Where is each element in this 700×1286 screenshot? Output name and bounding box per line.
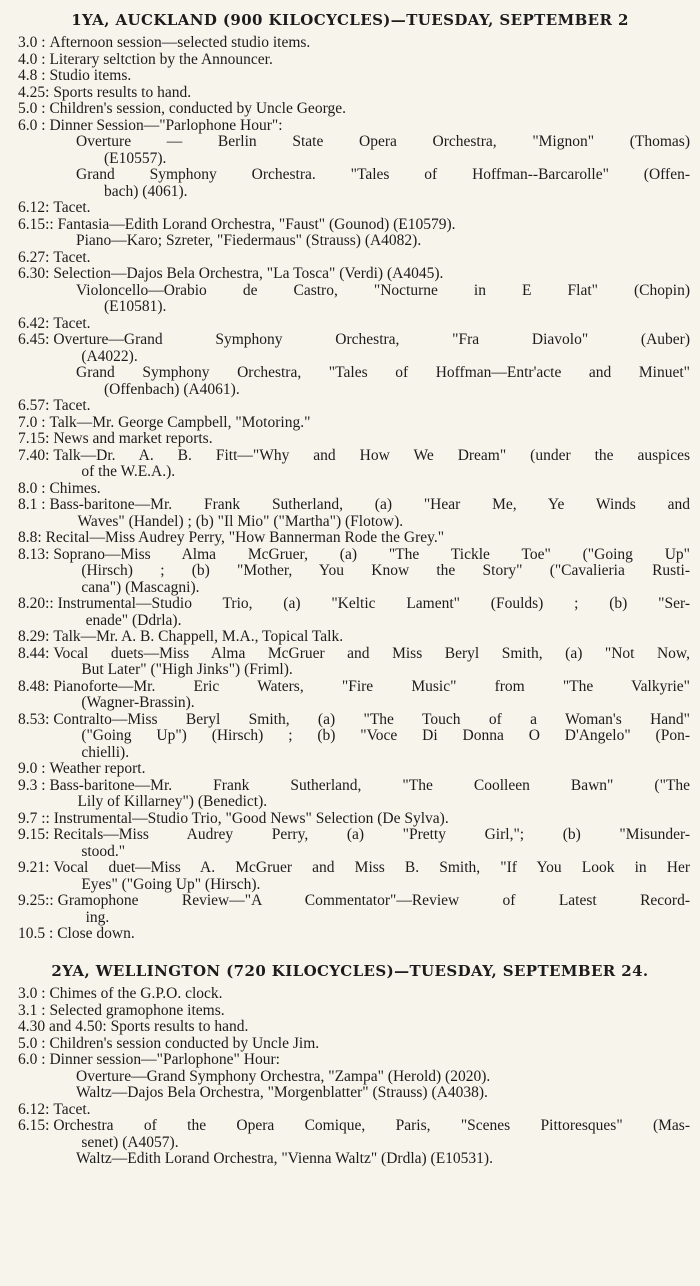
entry-text-line: Recitals—Miss Audrey Perry, (a) "Pretty Girl,"; (b) "Misunder- — [53, 826, 690, 844]
entry-description — [49, 497, 690, 530]
entry-time: 6.45: — [18, 331, 54, 349]
entry-time: 7.15: — [18, 430, 54, 448]
entry-description — [53, 827, 690, 860]
entry-description — [57, 926, 690, 943]
schedule-entry — [10, 646, 690, 679]
entry-time: 8.1 : — [18, 496, 50, 514]
entry-description — [49, 1003, 690, 1020]
entry-description — [53, 316, 690, 333]
entry-description — [76, 283, 690, 316]
entry-description — [49, 68, 690, 85]
entry-description — [76, 365, 690, 398]
schedule-entry — [10, 52, 690, 69]
entry-text-line: Tacet. — [53, 1100, 91, 1118]
schedule-entry — [10, 1052, 690, 1069]
schedule-entry — [10, 233, 690, 250]
entry-time: 9.25:: — [18, 892, 58, 910]
entry-text-line: Grand Symphony Orchestra. "Tales of Hoffman--Barcarolle" (Offen- — [76, 166, 690, 184]
entry-text-line: Dinner Session—"Parlophone Hour": — [49, 116, 283, 134]
entry-time: 5.0 : — [18, 1034, 50, 1052]
entry-text-line: Waltz—Dajos Bela Orchestra, "Morgenblatter" (Strauss) (A4038). — [76, 1084, 488, 1101]
entry-description — [49, 1052, 690, 1069]
entry-time: 6.27: — [18, 248, 54, 266]
entry-description — [53, 431, 690, 448]
entry-time: 6.15: — [18, 1117, 54, 1134]
entry-time: 8.0 : — [18, 479, 50, 497]
entry-time: 4.8 : — [18, 67, 50, 85]
entry-description — [54, 811, 690, 828]
schedule-entry — [10, 266, 690, 283]
entry-description — [53, 200, 690, 217]
schedule-entry — [10, 118, 690, 135]
entry-time: 6.0 : — [18, 1051, 50, 1068]
entry-text-line: Afternoon session—selected studio items. — [49, 34, 311, 52]
schedule-entry — [10, 1019, 690, 1036]
entry-description — [76, 134, 690, 167]
entry-description — [53, 1102, 690, 1119]
entry-time: 4.30 and 4.50: — [18, 1018, 111, 1035]
schedule-entry — [10, 827, 690, 860]
entry-text-line: ing. — [85, 908, 110, 926]
schedule-entry — [10, 530, 690, 547]
entry-description — [53, 85, 690, 102]
entry-time: 6.12: — [18, 1100, 54, 1118]
entry-text-line: Selection—Dajos Bela Orchestra, "La Tosca" (Verdi) (A4045). — [53, 265, 444, 283]
entry-description — [76, 233, 690, 250]
entry-text-line: Studio items. — [49, 67, 132, 85]
entry-time: 8.53: — [18, 710, 54, 728]
entry-description — [49, 52, 690, 69]
entry-text-line: (Wagner-Brassin). — [81, 694, 195, 712]
entry-description — [53, 448, 690, 481]
schedule-entry — [10, 1036, 690, 1053]
entry-text-line: Instrumental—Studio Trio, "Good News" Selection (De Sylva). — [53, 809, 449, 827]
entry-text-line: senet) (A4057). — [81, 1133, 179, 1151]
entry-description — [76, 1085, 690, 1102]
entry-text-line: Vocal duet—Miss A. McGruer and Miss B. Smith, "If You Look in Her — [53, 859, 690, 877]
entry-description — [49, 1036, 690, 1053]
schedule-entry — [10, 1003, 690, 1020]
schedule-entry — [10, 547, 690, 597]
entry-text-line: bach) (4061). — [104, 182, 188, 200]
entry-time: 9.7 :: — [18, 809, 54, 827]
entry-description — [76, 1151, 690, 1168]
schedule-entry — [10, 134, 690, 167]
schedule-entry — [10, 778, 690, 811]
entry-text-line: Pianoforte—Mr. Eric Waters, "Fire Music" from "The Valkyrie" — [53, 677, 690, 695]
entry-description — [76, 1069, 690, 1086]
schedule-entry — [10, 283, 690, 316]
schedule-entry — [10, 1118, 690, 1151]
schedule-entry — [10, 431, 690, 448]
entry-text-line: ("Going Up") (Hirsch) ; (b) "Voce Di Donna O D'Angelo" (Pon- — [81, 727, 690, 745]
schedule-entry — [10, 167, 690, 200]
entry-description — [49, 415, 690, 432]
entry-text-line: (E10581). — [104, 298, 167, 316]
schedule-entry — [10, 85, 690, 102]
entry-text-line: Tacet. — [53, 314, 91, 332]
schedule-entry — [10, 250, 690, 267]
entry-time: 6.12: — [18, 199, 54, 217]
entry-description — [53, 250, 690, 267]
entry-text-line: Children's session, conducted by Uncle George. — [49, 100, 346, 118]
entry-text-line: (A4022). — [81, 347, 138, 365]
entry-text-line: Dinner session—"Parlophone" Hour: — [49, 1051, 280, 1068]
entry-text-line: Waltz—Edith Lorand Orchestra, "Vienna Waltz" (Drdla) (E10531). — [76, 1150, 493, 1167]
entry-description — [53, 679, 690, 712]
schedule-entry — [10, 926, 690, 943]
schedule-entry — [10, 415, 690, 432]
schedule-entry — [10, 365, 690, 398]
entry-description — [53, 398, 690, 415]
entry-time: 8.48: — [18, 677, 54, 695]
entry-text-line: of the W.E.A.). — [81, 463, 176, 481]
entry-description — [49, 101, 690, 118]
entry-text-line: Tacet. — [53, 199, 91, 217]
entry-text-line: Instrumental—Studio Trio, (a) "Keltic Lament" (Foulds) ; (b) "Ser- — [57, 595, 690, 613]
entry-time: 8.44: — [18, 644, 54, 662]
entry-text-line: Tacet. — [53, 397, 91, 415]
entry-text-line: enade" (Ddrla). — [85, 611, 182, 629]
entry-time: 9.15: — [18, 826, 54, 844]
entry-description — [49, 481, 690, 498]
entry-description — [53, 646, 690, 679]
entry-description — [53, 712, 690, 762]
section-heading-1ya: 1YA, AUCKLAND (900 KILOCYCLES)—TUESDAY, SEPTEMBER 2 — [71, 11, 629, 29]
entry-time: 3.0 : — [18, 34, 50, 52]
entry-time: 7.0 : — [18, 413, 50, 431]
entry-description — [49, 35, 690, 52]
entry-text-line: Chimes. — [49, 479, 101, 497]
schedule-entry — [10, 101, 690, 118]
schedule-entry — [10, 1102, 690, 1119]
entry-description — [53, 332, 690, 365]
entry-time: 8.20:: — [18, 595, 58, 613]
entry-description — [76, 167, 690, 200]
schedule-entry — [10, 398, 690, 415]
schedule-entry — [10, 448, 690, 481]
entry-description — [53, 547, 690, 597]
entry-text-line: Violoncello—Orabio de Castro, "Nocturne in E Flat" (Chopin) — [76, 281, 690, 299]
entry-text-line: Contralto—Miss Beryl Smith, (a) "The Touch of a Woman's Hand" — [53, 710, 690, 728]
schedule-entry — [10, 200, 690, 217]
schedule-entry — [10, 679, 690, 712]
entry-text-line: Overture—Grand Symphony Orchestra, "Fra Diavolo" (Auber) — [53, 331, 690, 349]
schedule-entry — [10, 860, 690, 893]
entry-text-line: News and market reports. — [53, 430, 213, 448]
schedule-entry — [10, 1085, 690, 1102]
schedule-list-1ya — [10, 35, 690, 943]
entry-text-line: Talk—Dr. A. B. Fitt—"Why and How We Dream" (under the auspices — [53, 446, 690, 464]
entry-description — [111, 1019, 690, 1036]
schedule-entry — [10, 1069, 690, 1086]
entry-time: 6.0 : — [18, 116, 50, 134]
schedule-entry — [10, 497, 690, 530]
entry-time: 6.42: — [18, 314, 54, 332]
entry-text-line: Bass-baritone—Mr. Frank Sutherland, (a) "Hear Me, Ye Winds and — [49, 496, 690, 514]
entry-description — [49, 986, 690, 1003]
schedule-entry — [10, 1151, 690, 1168]
entry-text-line: Literary seltction by the Announcer. — [49, 50, 273, 68]
entry-text-line: Soprano—Miss Alma McGruer, (a) "The Tickle Toe" ("Going Up" — [53, 545, 690, 563]
entry-description — [53, 1118, 690, 1151]
entry-text-line: Sports results to hand. — [110, 1018, 249, 1035]
entry-time: 8.29: — [18, 628, 54, 646]
entry-text-line: Talk—Mr. George Campbell, "Motoring." — [49, 413, 311, 431]
entry-text-line: Bass-baritone—Mr. Frank Sutherland, "The Coolleen Bawn" ("The — [49, 776, 690, 794]
entry-text-line: Orchestra of the Opera Comique, Paris, "Scenes Pittoresques" (Mas- — [53, 1117, 690, 1134]
schedule-list-2ya — [10, 986, 690, 1168]
entry-time: 4.25: — [18, 83, 54, 101]
schedule-entry — [10, 629, 690, 646]
entry-text-line: Eyes" ("Going Up" (Hirsch). — [81, 875, 261, 893]
entry-text-line: Chimes of the G.P.O. clock. — [49, 985, 223, 1002]
schedule-entry — [10, 217, 690, 234]
schedule-entry — [10, 332, 690, 365]
entry-time: 4.0 : — [18, 50, 50, 68]
entry-time: 9.3 : — [18, 776, 50, 794]
entry-text-line: Piano—Karo; Szreter, "Fiedermaus" (Strauss) (A4082). — [76, 232, 422, 250]
entry-description — [58, 893, 690, 926]
entry-description — [49, 118, 690, 135]
section-heading-2ya: 2YA, WELLINGTON (720 KILOCYCLES)—TUESDAY, SEPTEMBER 24. — [51, 961, 649, 980]
entry-time: 9.21: — [18, 859, 54, 877]
schedule-entry — [10, 35, 690, 52]
entry-text-line: Vocal duets—Miss Alma McGruer and Miss Beryl Smith, (a) "Not Now, — [53, 644, 690, 662]
entry-text-line: cana") (Mascagni). — [81, 578, 200, 596]
entry-time: 6.15:: — [18, 215, 58, 233]
entry-description — [53, 860, 690, 893]
schedule-entry — [10, 316, 690, 333]
schedule-entry — [10, 481, 690, 498]
entry-description — [58, 596, 690, 629]
entry-text-line: (Hirsch) ; (b) "Mother, You Know the Story" ("Cavalieria Rusti- — [81, 562, 690, 580]
entry-description — [53, 266, 690, 283]
entry-text-line: Gramophone Review—"A Commentator"—Review of Latest Record- — [57, 892, 690, 910]
entry-description — [46, 530, 690, 547]
entry-description — [49, 761, 690, 778]
entry-text-line: (E10557). — [104, 149, 167, 167]
entry-text-line: Weather report. — [49, 760, 146, 778]
entry-time: 9.0 : — [18, 760, 50, 778]
entry-description — [58, 217, 690, 234]
entry-text-line: stood." — [81, 842, 126, 860]
entry-text-line: Lily of Killarney") (Benedict). — [77, 793, 268, 811]
entry-text-line: Children's session conducted by Uncle Jim. — [49, 1034, 320, 1052]
entry-description — [49, 778, 690, 811]
entry-text-line: Overture — Berlin State Opera Orchestra, "Mignon" (Thomas) — [76, 133, 690, 151]
entry-time: 7.40: — [18, 446, 54, 464]
entry-text-line: chielli). — [81, 743, 130, 761]
entry-description — [53, 629, 690, 646]
schedule-entry — [10, 712, 690, 762]
entry-time: 3.0 : — [18, 985, 50, 1002]
entry-text-line: Selected gramophone items. — [49, 1001, 225, 1019]
entry-time: 5.0 : — [18, 100, 50, 118]
schedule-entry — [10, 596, 690, 629]
schedule-entry — [10, 68, 690, 85]
entry-text-line: (Offenbach) (A4061). — [104, 380, 240, 398]
entry-time: 10.5 : — [18, 925, 58, 943]
entry-text-line: Overture—Grand Symphony Orchestra, "Zampa" (Herold) (2020). — [76, 1067, 491, 1085]
schedule-entry — [10, 761, 690, 778]
entry-text-line: Close down. — [57, 925, 135, 943]
entry-text-line: Tacet. — [53, 248, 91, 266]
entry-time: 8.13: — [18, 545, 54, 563]
entry-text-line: Sports results to hand. — [53, 83, 192, 101]
entry-time: 3.1 : — [18, 1001, 50, 1019]
entry-time: 6.57: — [18, 397, 54, 415]
entry-time: 6.30: — [18, 265, 54, 283]
entry-text-line: Grand Symphony Orchestra, "Tales of Hoffman—Entr'acte and Minuet" — [76, 364, 690, 382]
entry-time: 8.8: — [18, 529, 46, 547]
entry-text-line: But Later" ("High Jinks") (Friml). — [81, 661, 293, 679]
entry-text-line: Recital—Miss Audrey Perry, "How Bannerman Rode the Grey." — [45, 529, 445, 547]
entry-text-line: Fantasia—Edith Lorand Orchestra, "Faust" (Gounod) (E10579). — [57, 215, 456, 233]
schedule-entry — [10, 986, 690, 1003]
schedule-entry — [10, 893, 690, 926]
entry-text-line: Waves" (Handel) ; (b) "Il Mio" ("Martha") (Flotow). — [77, 512, 404, 530]
entry-text-line: Talk—Mr. A. B. Chappell, M.A., Topical Talk. — [53, 628, 344, 646]
schedule-entry — [10, 811, 690, 828]
